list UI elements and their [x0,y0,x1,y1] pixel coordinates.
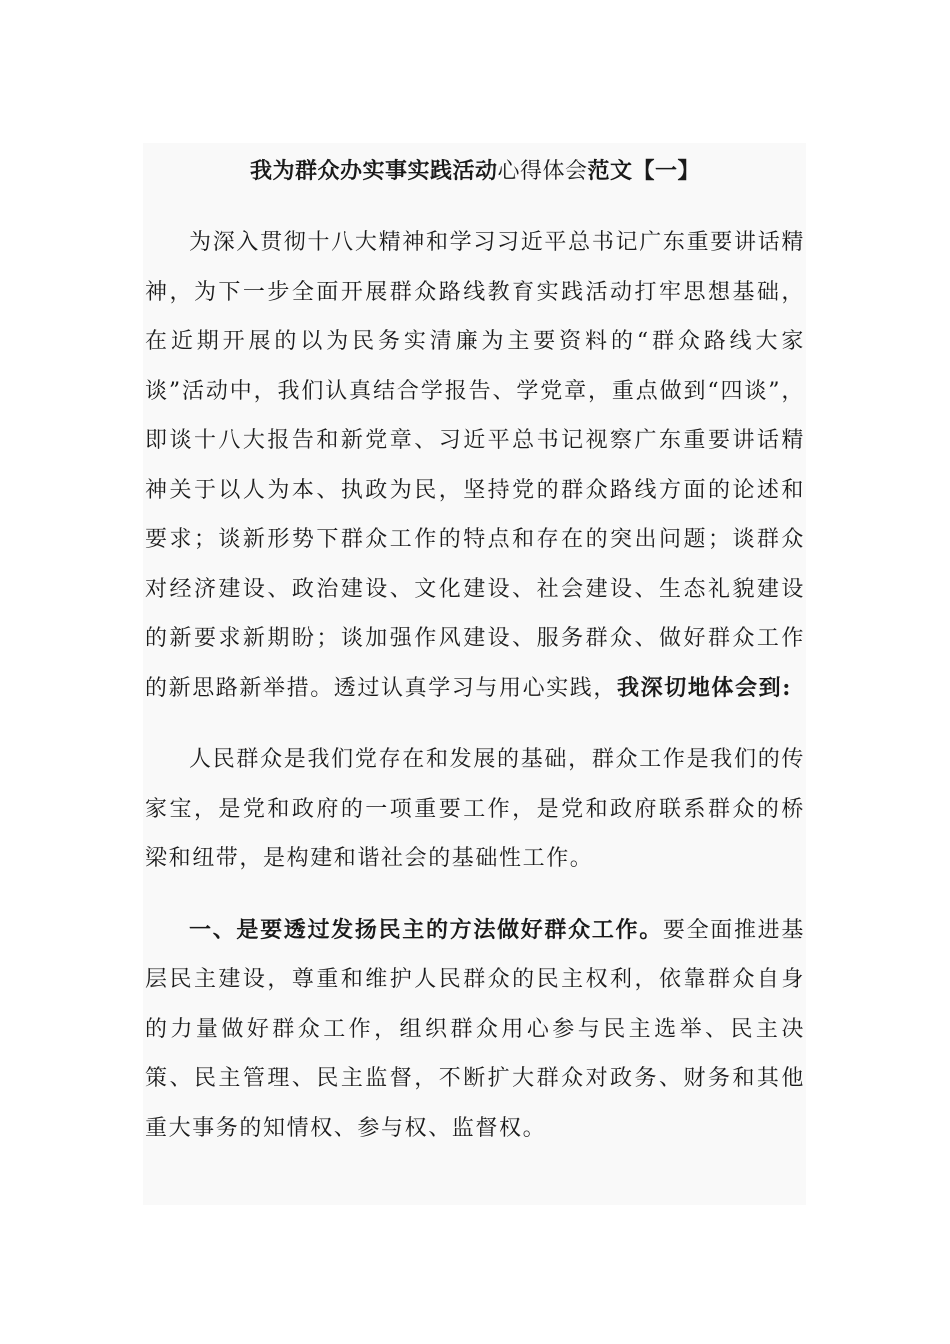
paragraph-intro [145,218,805,713]
paragraph-point-one [145,906,805,1154]
title-regular-part: 心得体会 [497,159,588,184]
document-title [145,145,805,197]
paragraph-foundation-text: 人民群众是我们党存在和发展的基础，群众工作是我们的传家宝，是党和政府的一项重要工作，是党和政府联系群众的桥梁和纽带，是构建和谐社会的基础性工作。 [145,747,805,871]
title-bold-part-2: 范文【一】 [587,158,701,184]
paragraph-point-one-heading: 一、是要透过发扬民主的方法做好群众工作。 [189,916,663,943]
paragraph-foundation [145,735,805,884]
document-content [145,145,805,1153]
paragraph-intro-bold: 我深切地体会到: [617,674,792,701]
title-bold-part-1: 我为群众办实事实践活动 [249,158,498,184]
paragraph-intro-text: 为深入贯彻十八大精神和学习习近平总书记广东重要讲话精神，为下一步全面开展群众路线教育实践活动打牢思想基础，在近期开展的以为民务实清廉为主要资料的“群众路线大家谈”活动中，我们认真结合学报告、学党章，重点做到“四谈”，即谈十八大报告和新党章、习近平总书记视察广东重要讲话精神关于以人为本、执政为民，坚持党的群众路线方面的论述和要求；谈新形势下群众工作的特点和存在的突出问题；谈群众对经济建设、政治建设、文化建设、社会建设、生态礼貌建设的新要求新期盼；谈加强作风建设、服务群众、做好群众工作的新思路新举措。透过认真学习与用心实践， [145,230,805,701]
paragraph-point-one-text: 要全面推进基层民主建设，尊重和维护人民群众的民主权利，依靠群众自身的力量做好群众工作，组织群众用心参与民主选举、民主决策、民主管理、民主监督，不断扩大群众对政务、财务和其他重大事务的知情权、参与权、监督权。 [145,917,805,1141]
